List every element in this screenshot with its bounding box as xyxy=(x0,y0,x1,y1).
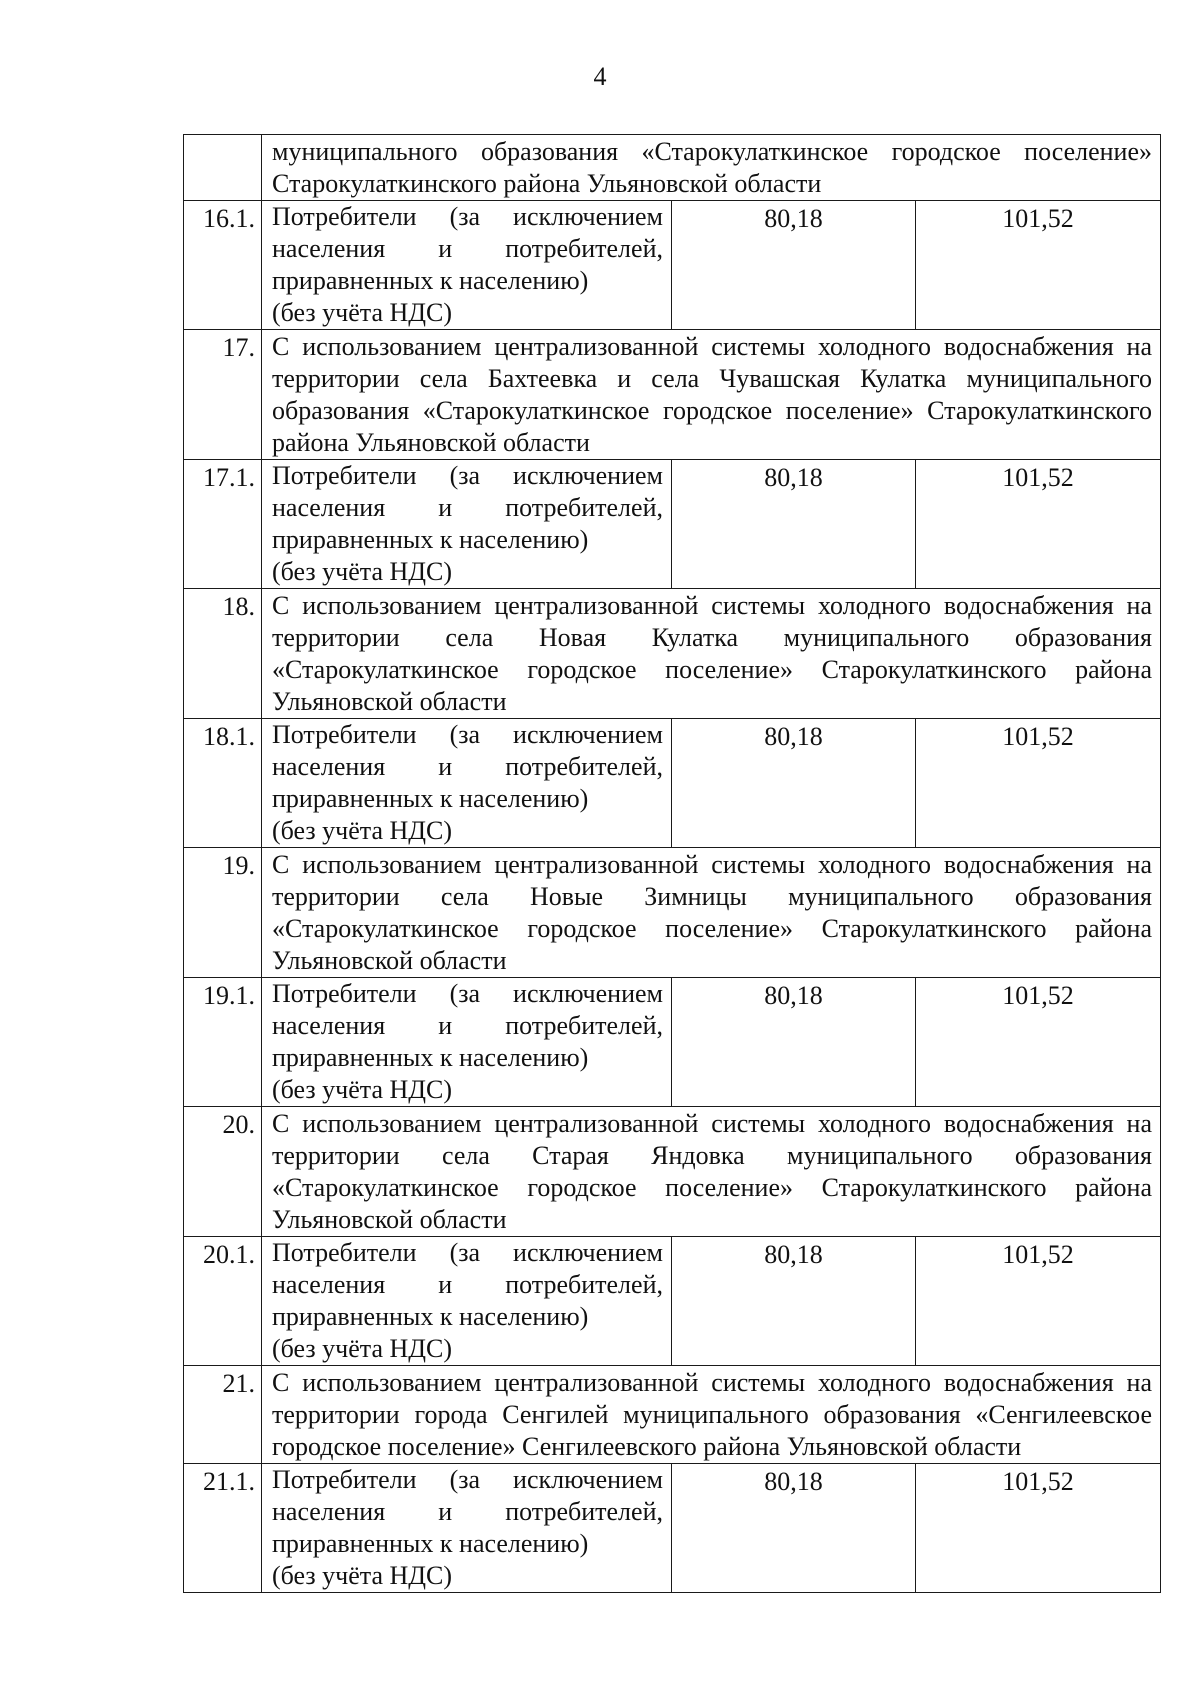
row-number: 16.1. xyxy=(184,201,262,330)
tariff-value-2: 101,52 xyxy=(916,201,1161,330)
group-description xyxy=(262,589,1161,719)
consumer-line: населения и потребителей, xyxy=(272,1497,663,1526)
row-number: 18.1. xyxy=(184,719,262,848)
tariff-value-1: 80,18 xyxy=(672,460,916,589)
consumer-line: населения и потребителей, xyxy=(272,1011,663,1040)
group-description-text: С использованием централизованной системы холодного водоснабжения на территории города Сенгилей муниципального образования «Сенгилеевское городское поселение» Сенгилеевского района Ульяновской области xyxy=(272,1368,1153,1461)
tariff-value-1: 80,18 xyxy=(672,719,916,848)
table-row-consumer xyxy=(184,1464,1161,1593)
consumer-line: приравненных к населению) xyxy=(272,525,589,554)
consumer-line: Потребители (за исключением xyxy=(272,461,663,490)
row-number: 17.1. xyxy=(184,460,262,589)
consumer-line: Потребители (за исключением xyxy=(272,1465,663,1494)
consumer-category xyxy=(262,460,672,589)
consumer-line: приравненных к населению) xyxy=(272,1529,589,1558)
tariff-value-1: 80,18 xyxy=(672,1237,916,1366)
consumer-category xyxy=(262,719,672,848)
tariff-value-2: 101,52 xyxy=(916,460,1161,589)
tariff-value-2: 101,52 xyxy=(916,1237,1161,1366)
consumer-category xyxy=(262,1237,672,1366)
consumer-line: (без учёта НДС) xyxy=(272,1561,453,1590)
table-row-consumer xyxy=(184,1237,1161,1366)
group-description-text: С использованием централизованной системы холодного водоснабжения на территории села Новые Зимницы муниципального образования «Старокулаткинское городское поселение» Старокулаткинского района Ульяновской области xyxy=(272,850,1153,975)
table-row-consumer xyxy=(184,978,1161,1107)
tariff-value-2: 101,52 xyxy=(916,1464,1161,1593)
group-description xyxy=(262,1366,1161,1464)
consumer-line: (без учёта НДС) xyxy=(272,1075,453,1104)
group-description-text: С использованием централизованной системы холодного водоснабжения на территории села Старая Яндовка муниципального образования «Старокулаткинское городское поселение» Старокулаткинского района Ульяновской области xyxy=(272,1109,1153,1234)
row-number-cell xyxy=(184,135,262,201)
table-row-group xyxy=(184,1366,1161,1464)
consumer-line: (без учёта НДС) xyxy=(272,557,453,586)
tariff-value-1: 80,18 xyxy=(672,1464,916,1593)
table-row-continuation xyxy=(184,135,1161,201)
consumer-line: приравненных к населению) xyxy=(272,266,589,295)
consumer-line: Потребители (за исключением xyxy=(272,202,663,231)
table-row-consumer xyxy=(184,460,1161,589)
group-description xyxy=(262,848,1161,978)
consumer-category xyxy=(262,201,672,330)
table-row-group xyxy=(184,1107,1161,1237)
table-row-group xyxy=(184,848,1161,978)
row-number: 21. xyxy=(184,1366,262,1464)
table-row-group xyxy=(184,330,1161,460)
group-description xyxy=(262,330,1161,460)
consumer-line: приравненных к населению) xyxy=(272,784,589,813)
consumer-line: населения и потребителей, xyxy=(272,234,663,263)
consumer-line: населения и потребителей, xyxy=(272,493,663,522)
consumer-line: (без учёта НДС) xyxy=(272,816,453,845)
tariff-value-2: 101,52 xyxy=(916,719,1161,848)
table-row-consumer xyxy=(184,719,1161,848)
row-number: 18. xyxy=(184,589,262,719)
row-number: 20. xyxy=(184,1107,262,1237)
group-description-text: муниципального образования «Старокулаткинское городское поселение» Старокулаткинского района Ульяновской области xyxy=(272,137,1153,198)
consumer-line: населения и потребителей, xyxy=(272,752,663,781)
consumer-line: (без учёта НДС) xyxy=(272,298,453,327)
group-description-text: С использованием централизованной системы холодного водоснабжения на территории села Бахтеевка и села Чувашская Кулатка муниципального образования «Старокулаткинское городское поселение» Старокулаткинского района Ульяновской области xyxy=(272,332,1153,457)
row-number: 21.1. xyxy=(184,1464,262,1593)
consumer-line: Потребители (за исключением xyxy=(272,1238,663,1267)
table-row-group xyxy=(184,589,1161,719)
tariff-value-1: 80,18 xyxy=(672,201,916,330)
consumer-category xyxy=(262,1464,672,1593)
row-number: 19.1. xyxy=(184,978,262,1107)
consumer-line: приравненных к населению) xyxy=(272,1043,589,1072)
tariff-value-1: 80,18 xyxy=(672,978,916,1107)
consumer-line: Потребители (за исключением xyxy=(272,979,663,1008)
consumer-line: (без учёта НДС) xyxy=(272,1334,453,1363)
page-number: 4 xyxy=(593,62,607,91)
consumer-category xyxy=(262,978,672,1107)
group-description-text: С использованием централизованной системы холодного водоснабжения на территории села Новая Кулатка муниципального образования «Старокулаткинское городское поселение» Старокулаткинского района Ульяновской области xyxy=(272,591,1153,716)
consumer-line: приравненных к населению) xyxy=(272,1302,589,1331)
tariff-value-2: 101,52 xyxy=(916,978,1161,1107)
group-description xyxy=(262,1107,1161,1237)
row-number: 19. xyxy=(184,848,262,978)
row-number: 20.1. xyxy=(184,1237,262,1366)
consumer-line: населения и потребителей, xyxy=(272,1270,663,1299)
tariff-table xyxy=(183,134,1161,1593)
row-number: 17. xyxy=(184,330,262,460)
table-row-consumer xyxy=(184,201,1161,330)
consumer-line: Потребители (за исключением xyxy=(272,720,663,749)
group-description xyxy=(262,135,1161,201)
